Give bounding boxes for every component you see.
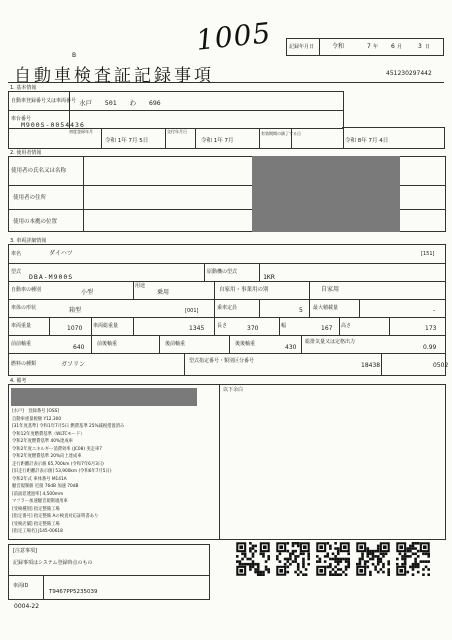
handwritten-number: 1005	[194, 16, 273, 57]
length-value: 370	[247, 325, 259, 332]
vehicle-type-label: 自動車の種別	[11, 287, 42, 293]
remark-line: [受検種別] 指定整備工場	[12, 506, 60, 512]
vehicle-id-value: T9467PP5235039	[49, 589, 98, 595]
first-reg-value: 令和 1年 7月 5日	[105, 138, 149, 144]
small-mark: B	[72, 52, 77, 59]
vehicle-weight-value: 1070	[67, 325, 83, 332]
capacity-value: 5	[299, 307, 303, 314]
remark-line: 自動車重量税額 Y12,300	[12, 416, 62, 422]
issue-date-label: 交付年月日	[167, 129, 187, 134]
remark-line: 令和12年度燃費基準（WLTCモード）	[12, 431, 85, 437]
rear-front-axle-label: 後前軸重	[165, 341, 186, 347]
record-date-label: 記録年月日	[289, 44, 315, 50]
body-shape-value: 箱型	[69, 307, 82, 314]
section-basic-header: 1. 基本情報	[10, 85, 37, 91]
record-date-month-unit: 月	[397, 44, 403, 50]
purpose-value: 自家用	[321, 286, 340, 293]
expiry-date-value: 令和 8年 7月 4日	[345, 138, 389, 144]
record-date-year: 7	[367, 43, 371, 50]
qr-code-icon	[236, 542, 270, 576]
fuel-type-label: 燃料の種類	[11, 361, 37, 367]
remark-line: マフラー加速騒音規制適用車	[12, 499, 68, 504]
remark-line: [指定工場名] J145-00618	[12, 529, 63, 534]
document-title: 自動車検査証記録事項	[14, 66, 214, 86]
record-date-year-unit: 年	[373, 44, 379, 50]
max-load-label: 最大積載量	[313, 305, 339, 311]
chassis-number-value: M900S-0054436	[21, 121, 85, 129]
maker-code: [151]	[421, 251, 435, 257]
reg-number-value: 水戸 501 わ 696	[79, 99, 161, 107]
remark-line: [31年度基準] 令和1年7月5日 燃費基準 25%減税措置済み	[12, 424, 125, 429]
gross-weight-value: 1345	[189, 325, 205, 332]
expiry-date-label: 有効期間の満了する日	[261, 131, 301, 136]
remark-line: 騒音規制値 近接 76dB 加速 70dB	[12, 484, 79, 489]
remark-line: [水戸] 登録番号 [OSS]	[12, 409, 59, 414]
remark-line: [旧走行距離計表示値] 53,900km (令和6年7月5日)	[12, 469, 112, 474]
basic-info-table	[8, 91, 344, 149]
displacement-label: 総排気量又は定格出力	[305, 339, 356, 345]
record-date-day-unit: 日	[425, 44, 431, 50]
notice-label: [注意事項]	[13, 548, 37, 554]
vehicle-info-table	[8, 244, 449, 376]
height-value: 173	[425, 325, 437, 332]
purpose-label: 自家用・事業用の別	[219, 287, 269, 293]
remark-line: [前面窓透過率] 4,500mm	[12, 491, 64, 497]
model-label: 型式	[11, 269, 22, 275]
record-date-era: 令和	[332, 43, 345, 50]
remark-line: 走行距離計表示値 65,700km (令和7年6月3日)	[12, 461, 104, 467]
qr-code-icon	[316, 542, 350, 576]
maker-label: 車名	[11, 251, 22, 257]
vehicle-weight-label: 車両重量	[11, 323, 32, 329]
remark-line: 令和2年度エネルギー消費効率 (JC08) 実走車7	[12, 446, 103, 452]
section-vehicle-header: 3. 車両詳細情報	[10, 238, 47, 244]
record-date-month: 6	[391, 43, 395, 50]
max-load-value: -	[433, 307, 436, 314]
body-shape-label: 車体の形状	[11, 305, 37, 311]
category-number: 0502	[433, 362, 449, 369]
type-designation-number: 18438	[361, 362, 381, 369]
rear-rear-axle-label: 後後軸重	[235, 341, 256, 347]
width-value: 167	[321, 325, 333, 332]
remarks-right-header: 以下余白	[223, 387, 244, 393]
vehicle-type-value: 小型	[81, 289, 94, 296]
capacity-label: 乗車定員	[217, 305, 238, 311]
height-label: 高さ	[341, 323, 352, 329]
chassis-number-label: 車台番号	[11, 116, 32, 122]
width-label: 幅	[281, 323, 287, 329]
remark-line: [指定番号] 指定整備 Aの検査対応証明書あり	[12, 514, 99, 519]
record-date-box	[286, 38, 444, 56]
maker-value: ダイハツ	[49, 250, 73, 257]
reg-number-label: 自動車登録番号又は車両番号	[11, 98, 77, 104]
notice-box	[8, 544, 210, 600]
length-label: 長さ	[217, 323, 228, 329]
rear-rear-axle-value: 430	[285, 344, 297, 351]
first-reg-label: 初度登録年月	[69, 129, 93, 134]
model-value: DBA-M900S	[29, 273, 74, 281]
type-designation-label: 型式指定番号・類別区分番号	[189, 358, 255, 364]
vehicle-id-label: 車両ID	[13, 583, 29, 589]
engine-label: 原動機の型式	[207, 269, 238, 275]
body-shape-code: [001]	[185, 308, 199, 314]
section-user-header: 2. 使用者情報	[10, 150, 42, 156]
fuel-type-value: ガソリン	[61, 361, 86, 368]
user-name-label: 使用者の氏名又は名称	[11, 168, 67, 174]
notice-text: 記録事項はシステム登録時点のもの	[13, 560, 93, 566]
qr-code-icon	[276, 542, 310, 576]
record-date-day: 3	[418, 43, 422, 50]
remark-line: 令和2年度燃費基準 20%向上達成車	[12, 454, 82, 459]
user-address-label: 使用者の住所	[13, 195, 47, 201]
user-base-label: 使用の本拠の位置	[13, 219, 58, 225]
front-rear-axle-label: 前後軸重	[97, 341, 118, 347]
front-front-axle-label: 前前軸重	[11, 341, 32, 347]
issue-date-value: 令和 1年 7月	[201, 138, 234, 144]
document-number: 451230297442	[386, 70, 432, 77]
footer-code: 0004-22	[14, 603, 40, 610]
gross-weight-label: 車両総重量	[93, 323, 119, 329]
engine-value: 1KR	[263, 273, 275, 281]
remark-line: 令和2年式 車体番号 M141A	[12, 476, 67, 482]
remark-line: [受検店舗] 指定整備工場	[12, 521, 60, 527]
remark-line: 令和2年度燃費基準 40%達成車	[12, 439, 73, 444]
remarks-redaction	[11, 388, 197, 406]
use-value: 乗用	[157, 289, 170, 296]
use-label: 用途	[135, 283, 146, 289]
remarks-lines	[12, 408, 216, 536]
front-front-axle-value: 640	[73, 344, 85, 351]
user-info-redaction	[252, 156, 400, 232]
section-remarks-header: 4. 備考	[10, 378, 27, 384]
qr-code-icon	[396, 542, 430, 576]
qr-code-icon	[356, 542, 390, 576]
displacement-value: 0.99	[423, 344, 437, 351]
